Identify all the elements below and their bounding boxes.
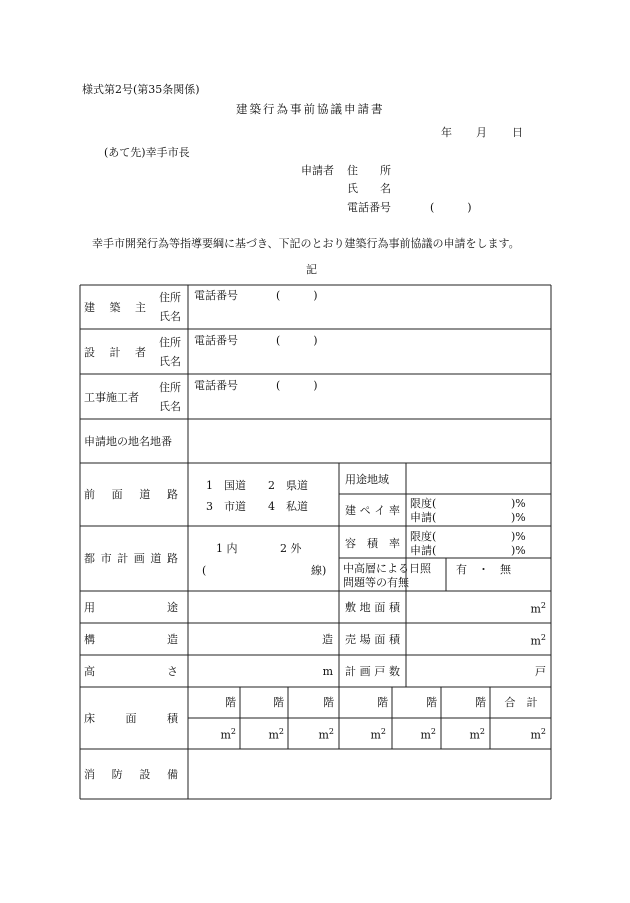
city-road-line-open: (	[202, 564, 207, 577]
ki-label: 記	[306, 263, 317, 276]
floor-unit-2: $m^2$	[268, 727, 284, 742]
far-limit-pct: )%	[511, 530, 526, 543]
planned-units-label: 計 画 戸 数	[345, 665, 400, 678]
owner-name-label: 氏名	[159, 310, 181, 323]
bcr-apply-label: 申請(	[410, 511, 437, 524]
floor-header-1: 階	[225, 696, 236, 709]
height-unit: m	[322, 665, 333, 678]
owner-label: 建 築 主	[84, 301, 146, 314]
far-apply-label: 申請(	[410, 544, 437, 557]
bcr-apply-pct: )%	[511, 511, 526, 524]
applicant-label: 申請者	[301, 164, 334, 177]
shadow-issue-label-1: 中高層による日照	[343, 562, 431, 575]
city-road-inside: 1 内	[216, 542, 238, 555]
city-plan-road-label: 都 市 計 画 道 路	[84, 552, 178, 565]
form-title: 建築行為事前協議申請書	[236, 102, 385, 116]
front-road-label: 前 面 道 路	[84, 488, 178, 501]
sales-area-label: 売 場 面 積	[345, 633, 400, 646]
floor-header-5: 階	[426, 696, 437, 709]
floor-unit-6: $m^2$	[469, 727, 485, 742]
bcr-limit-label: 限度(	[410, 497, 437, 510]
use-zone-label: 用途地域	[345, 473, 389, 486]
form-number: 様式第2号(第35条関係)	[82, 83, 200, 96]
road-option-national: 1 国道 2 県道	[206, 479, 308, 492]
applicant-name-label: 氏 名	[347, 182, 391, 195]
contractor-name-label: 氏名	[159, 400, 181, 413]
floor-unit-4: $m^2$	[370, 727, 386, 742]
structure-label: 構 造	[84, 633, 178, 646]
applicant-phone-paren: ( )	[430, 201, 472, 214]
far-limit-label: 限度(	[410, 530, 437, 543]
floor-area-label: 床 面 積	[84, 712, 178, 725]
designer-phone-label: 電話番号	[194, 334, 238, 347]
site-address-label: 申請地の地名地番	[84, 435, 172, 448]
owner-phone-label: 電話番号	[194, 289, 238, 302]
contractor-label: 工事施工者	[84, 391, 139, 404]
floor-header-2: 階	[273, 696, 284, 709]
designer-phone-paren: ( )	[276, 334, 318, 347]
floor-total-label: 合 計	[504, 696, 538, 709]
floor-unit-5: $m^2$	[420, 727, 436, 742]
bcr-limit-pct: )%	[511, 497, 526, 510]
city-road-outside: 2 外	[280, 542, 302, 555]
site-area-unit: $m^2$	[530, 601, 546, 616]
road-option-municipal: 3 市道 4 私道	[206, 500, 308, 513]
fire-equipment-label: 消 防 設 備	[84, 768, 178, 781]
planned-units-unit: 戸	[535, 665, 546, 678]
structure-unit: 造	[322, 633, 333, 646]
addressee: (あて先)幸手市長	[104, 146, 190, 159]
floor-unit-1: $m^2$	[220, 727, 236, 742]
sales-area-unit: $m^2$	[530, 633, 546, 648]
use-label: 用 途	[84, 601, 178, 614]
contractor-phone-paren: ( )	[276, 379, 318, 392]
date-month-label: 月	[476, 126, 487, 139]
contractor-address-label: 住所	[159, 381, 181, 394]
floor-unit-total: $m^2$	[530, 727, 546, 742]
applicant-phone-label: 電話番号	[347, 201, 391, 214]
building-coverage-label: 建 ペ イ 率	[345, 504, 400, 517]
shadow-issue-options: 有 ・ 無	[456, 563, 511, 576]
shadow-issue-label-2: 問題等の有無	[343, 576, 409, 589]
floor-unit-3: $m^2$	[318, 727, 334, 742]
far-apply-pct: )%	[511, 544, 526, 557]
application-statement: 幸手市開発行為等指導要綱に基づき、下記のとおり建築行為事前協議の申請をします。	[92, 237, 520, 250]
date-year-label: 年	[441, 126, 452, 139]
floor-header-4: 階	[377, 696, 388, 709]
floor-header-6: 階	[475, 696, 486, 709]
contractor-phone-label: 電話番号	[194, 379, 238, 392]
date-day-label: 日	[512, 126, 523, 139]
designer-label: 設 計 者	[84, 346, 146, 359]
applicant-address-label: 住 所	[347, 164, 391, 177]
floor-area-ratio-label: 容 積 率	[345, 537, 400, 550]
height-label: 高 さ	[84, 665, 178, 678]
owner-address-label: 住所	[159, 291, 181, 304]
site-area-label: 敷 地 面 積	[345, 601, 400, 614]
owner-phone-paren: ( )	[276, 289, 318, 302]
designer-name-label: 氏名	[159, 355, 181, 368]
designer-address-label: 住所	[159, 336, 181, 349]
floor-header-3: 階	[323, 696, 334, 709]
city-road-line-close: 線)	[311, 564, 327, 577]
